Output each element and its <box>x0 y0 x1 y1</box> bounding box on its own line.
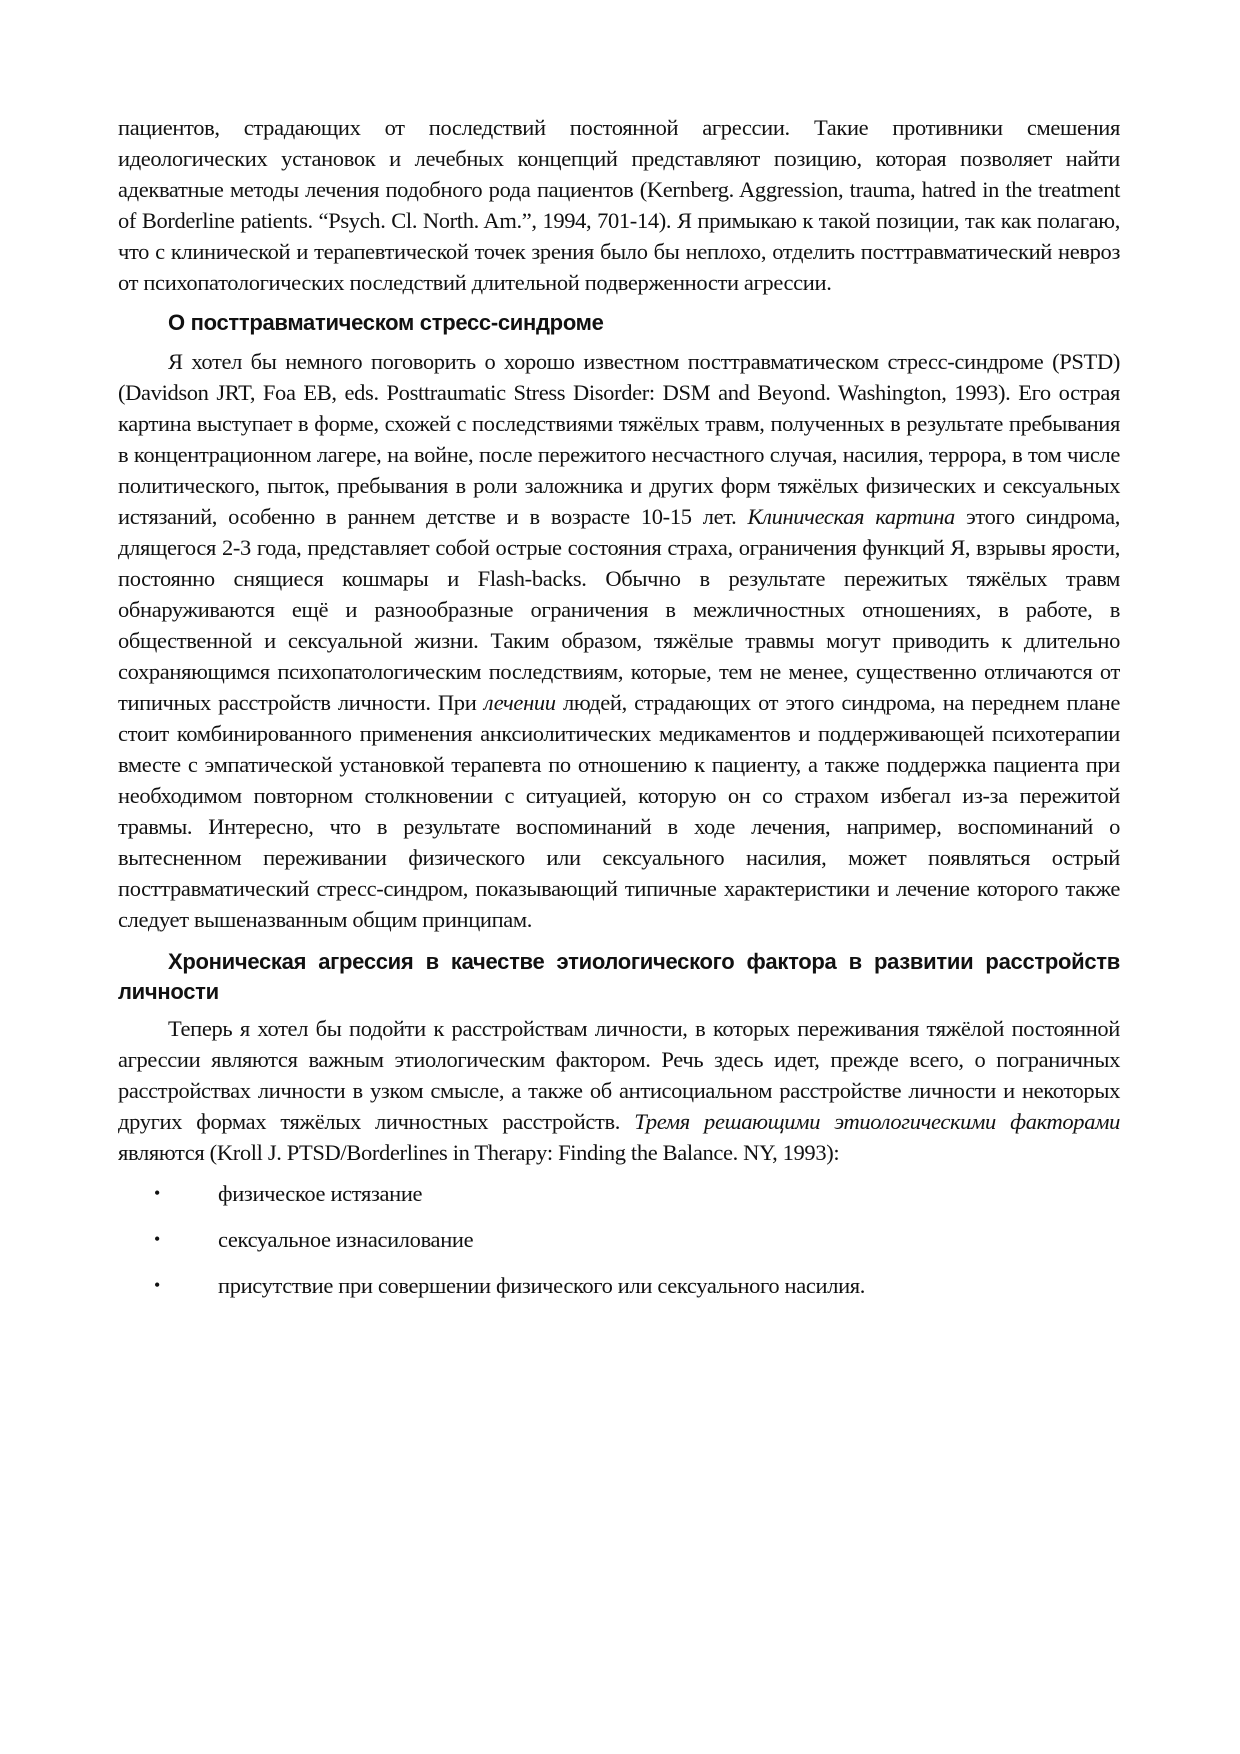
section-heading-ptsd: О посттравматическом стресс-синдроме <box>168 310 604 335</box>
document-page <box>118 112 1120 1316</box>
list-item <box>118 1178 1120 1209</box>
bullet-icon: • <box>154 1275 160 1295</box>
section-heading-chronic-aggression: Хроническая агрессия в качестве этиологического фактора в развитии расстройств личности <box>118 949 1120 1004</box>
list-item <box>118 1270 1120 1301</box>
list-item <box>118 1224 1120 1255</box>
bullet-icon: • <box>154 1229 160 1249</box>
paragraph-ptsd-text-1: Я хотел бы немного поговорить о хорошо известном посттравматическом стресс-синдроме (PSTD) (Davidson JRT, Foa EB, eds. Posttraumatic Stress Disorder: DSM and Beyond. Washington, 1993). Его острая картина выступает в форме, схожей с последствиями тяжёлых травм, полученных в результате пребывания в концентрационном лагере, на войне, после пережитого несчастного случая, насилия, террора, в том числе политического, пыток, пребывания в роли заложника и других форм тяжёлых физических и сексуальных истязаний, особенно в раннем детстве и в возрасте 10-15 лет. <box>118 349 1120 529</box>
italic-three-factors: Тремя решающими этиологическими факторами <box>634 1109 1121 1134</box>
bullet-icon: • <box>154 1183 160 1203</box>
paragraph-continuation: пациентов, страдающих от последствий постоянной агрессии. Такие противники смешения идеологических установок и лечебных концепций представляют позицию, которая позволяет найти адекватные методы лечения подобного рода пациентов (Kernberg. Aggression, trauma, hatred in the treatment of Borderline patients. “Psych. Cl. North. Am.”, 1994, 701-14). Я примыкаю к такой позиции, так как полагаю, что с клинической и терапевтической точек зрения было бы неплохо, отделить посттравматический невроз от психопатологических последствий длительной подверженности агрессии. <box>118 115 1120 295</box>
italic-treatment: лечении <box>483 690 556 715</box>
paragraph-ptsd <box>118 346 1120 935</box>
italic-clinical-picture: Клиническая картина <box>747 504 955 529</box>
paragraph-ptsd-text-3: людей, страдающих от этого синдрома, на переднем плане стоит комбинированного применения анксиолитических медикаментов и поддерживающей психотерапии вместе с эмпатической установкой терапевта по отношению к пациенту, а также поддержка пациента при необходимом повторном столкновении с ситуацией, которую он со страхом избегал из-за пережитой травмы. Интересно, что в результате воспоминаний в ходе лечения, например, воспоминаний о вытесненном переживании физического или сексуального насилия, может появляться острый посттравматический стресс-синдром, показывающий типичные характеристики и лечение которого также следует вышеназванным общим принципам. <box>118 690 1121 932</box>
list-item-text: физическое истязание <box>218 1181 423 1206</box>
paragraph-chronic-aggression <box>118 1013 1120 1168</box>
list-item-text: присутствие при совершении физического или сексуального насилия. <box>218 1273 866 1298</box>
list-item-text: сексуальное изнасилование <box>218 1227 474 1252</box>
paragraph-ptsd-text-2: этого синдрома, длящегося 2-3 года, представляет собой острые состояния страха, ограничения функций Я, взрывы ярости, постоянно снящиеся кошмары и Flash-backs. Обычно в результате пережитых тяжёлых травм обнаруживаются ещё и разнообразные ограничения в межличностных отношениях, в работе, в общественной и сексуальной жизни. Таким образом, тяжёлые травмы могут приводить к длительно сохраняющимся психопатологическим последствиям, которые, тем не менее, существенно отличаются от типичных расстройств личности. При <box>118 504 1121 715</box>
paragraph-chronic-text-1: Теперь я хотел бы подойти к расстройствам личности, в которых переживания тяжёлой постоянной агрессии являются важным этиологическим фактором. Речь здесь идет, прежде всего, о пограничных расстройствах личности в узком смысле, а также об антисоциальном расстройстве личности и некоторых других формах тяжёлых личностных расстройств. <box>118 1016 1120 1134</box>
paragraph-chronic-text-2: являются (Kroll J. PTSD/Borderlines in Therapy: Finding the Balance. NY, 1993): <box>118 1140 840 1165</box>
etiological-factors-list <box>118 1178 1120 1301</box>
